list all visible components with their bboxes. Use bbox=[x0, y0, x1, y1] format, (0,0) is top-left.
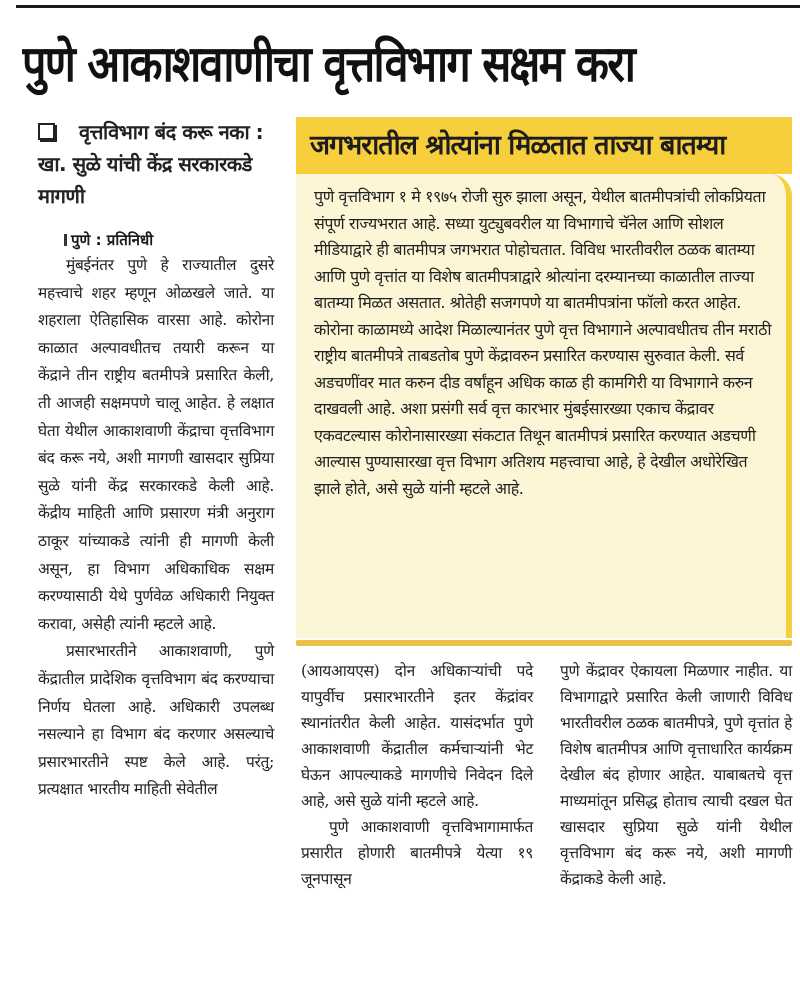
dateline-bar-icon bbox=[64, 234, 67, 246]
headline: पुणे आकाशवाणीचा वृत्तविभाग सक्षम करा bbox=[22, 35, 635, 93]
left-column bbox=[38, 116, 274, 804]
left-paragraph-1: मुंबईनंतर पुणे हे राज्यातील दुसरे महत्त्वाचे शहर म्हणून ओळखले जाते. या शहराला ऐतिहासिक वारसा आहे. कोरोना काळात अल्पावधीतच तयारी करून या केंद्राने तीन राष्ट्रीय बतमीपत्रे प्रसारित केली, ती आजही सक्षमपणे चालू आहेत. हे लक्षात घेता येथील आकाशवाणी केंद्राचा वृत्तविभाग बंद करू नये, अशी मागणी खासदार सुप्रिया सुळे यांनी केंद्र सरकारकडे केली आहे. केंद्रीय माहिती आणि प्रसारण मंत्री अनुराग ठाकूर यांच्याकडे त्यांनी ही मागणी केली असून, हा विभाग अधिकाधिक सक्षम करण्यासाठी येथे पुर्णवेळ अधिकारी नियुक्त करावा, असेही त्यांनी म्हटले आहे. bbox=[38, 256, 274, 633]
sidebar-box bbox=[296, 117, 792, 646]
left-paragraph-2: प्रसारभारतीने आकाशवाणी, पुणे केंद्रातील प्रादेशिक वृत्तविभाग बंद करण्याचा निर्णय घेतला आहे. अधिकारी उपलब्ध नसल्याने हा विभाग बंद करणार असल्याचे प्रसारभारतीने स्पष्ट केले आहे. परंतु; प्रत्यक्षात भारतीय माहिती सेवेतील bbox=[38, 642, 274, 799]
sidebar-box-body: पुणे वृत्तविभाग १ मे १९७५ रोजी सुरु झाला असून, येथील बातमीपत्रांची लोकप्रियता संपूर्ण राज्यभरात आहे. सध्या युट्युबवरील या विभागाचे चॅनेल आणि सोशल मीडियाद्वारे ही बातमीपत्र जगभरात पोहोचतात. विविध भारतीवरील ठळक बातम्या आणि पुणे वृत्तांत या विशेष बातमीपत्राद्वारे श्रोत्यांना दरम्यानच्या काळातील ताज्या बातम्या मिळत असतात. श्रोतेही सजगपणे या बातमीपत्रांना फॉलो करत आहेत. कोरोना काळामध्ये आदेश मिळाल्यानंतर पुणे वृत्त विभागाने अल्पावधीतच तीन मराठी राष्ट्रीय बातमीपत्रे ताबडतोब पुणे केंद्रावरुन प्रसारित करण्यास सुरुवात केली. सर्व अडचणींवर मात करुन दीड वर्षांहून अधिक काळ ही कामगिरी या विभागाने करुन दाखवली आहे. अशा प्रसंगी सर्व वृत्त कारभार मुंबईसारख्या एकाच केंद्रावर एकवटल्यास कोरोनासारख्या संकटात तिथून बातमीपत्रं प्रसारित करण्यात अडचणी आल्यास पुण्यासारखा वृत्त विभाग अतिशय महत्त्वाचा आहे, हे देखील अधोरेखित झाले होते, असे सुळे यांनी म्हटले आहे. bbox=[296, 174, 792, 638]
sidebar-box-title: जगभरातील श्रोत्यांना मिळतात ताज्या बातम्या bbox=[296, 117, 792, 174]
middle-paragraph-1: (आयआयएस) दोन अधिकाऱ्यांची पदे यापुर्वीच प्रसारभारतीने इतर केंद्रांवर स्थानांतरीत केली आहेत. यासंदर्भात पुणे आकाशवाणी केंद्रातील कर्मचाऱ्यांनी भेट घेऊन आपल्याकडे मागणीचे निवेदन दिले आहे, असे सुळे यांनी म्हटले आहे. bbox=[301, 662, 533, 810]
middle-paragraph-2: पुणे आकाशवाणी वृत्तविभागामार्फत प्रसारीत होणारी बातमीपत्रे येत्या १९ जूनपासून bbox=[301, 818, 533, 888]
middle-column bbox=[301, 658, 533, 892]
square-bullet-icon bbox=[38, 123, 55, 140]
top-rule bbox=[16, 5, 800, 8]
right-column bbox=[560, 658, 792, 892]
sidebar-box-bottom-rule bbox=[296, 640, 792, 646]
dateline: पुणे : प्रतिनिधी bbox=[38, 228, 274, 252]
right-paragraph-1: पुणे केंद्रावर ऐकायला मिळणार नाहीत. या विभागाद्वारे प्रसारित केली जाणारी विविध भारतीवरील ठळक बातमीपत्रे, पुणे वृत्तांत हे विशेष बातमीपत्र आणि वृत्ताधारित कार्यक्रम देखील बंद होणार आहेत. याबाबतचे वृत्त माध्यमांतून प्रसिद्ध होताच त्याची दखल घेत खासदार सुप्रिया सुळे यांनी येथील वृत्तविभाग बंद करू नये, अशी मागणी केंद्राकडे केली आहे. bbox=[560, 662, 792, 888]
subheadline: वृत्तविभाग बंद करू नका : खा. सुळे यांची केंद्र सरकारकडे मागणी bbox=[38, 120, 264, 208]
